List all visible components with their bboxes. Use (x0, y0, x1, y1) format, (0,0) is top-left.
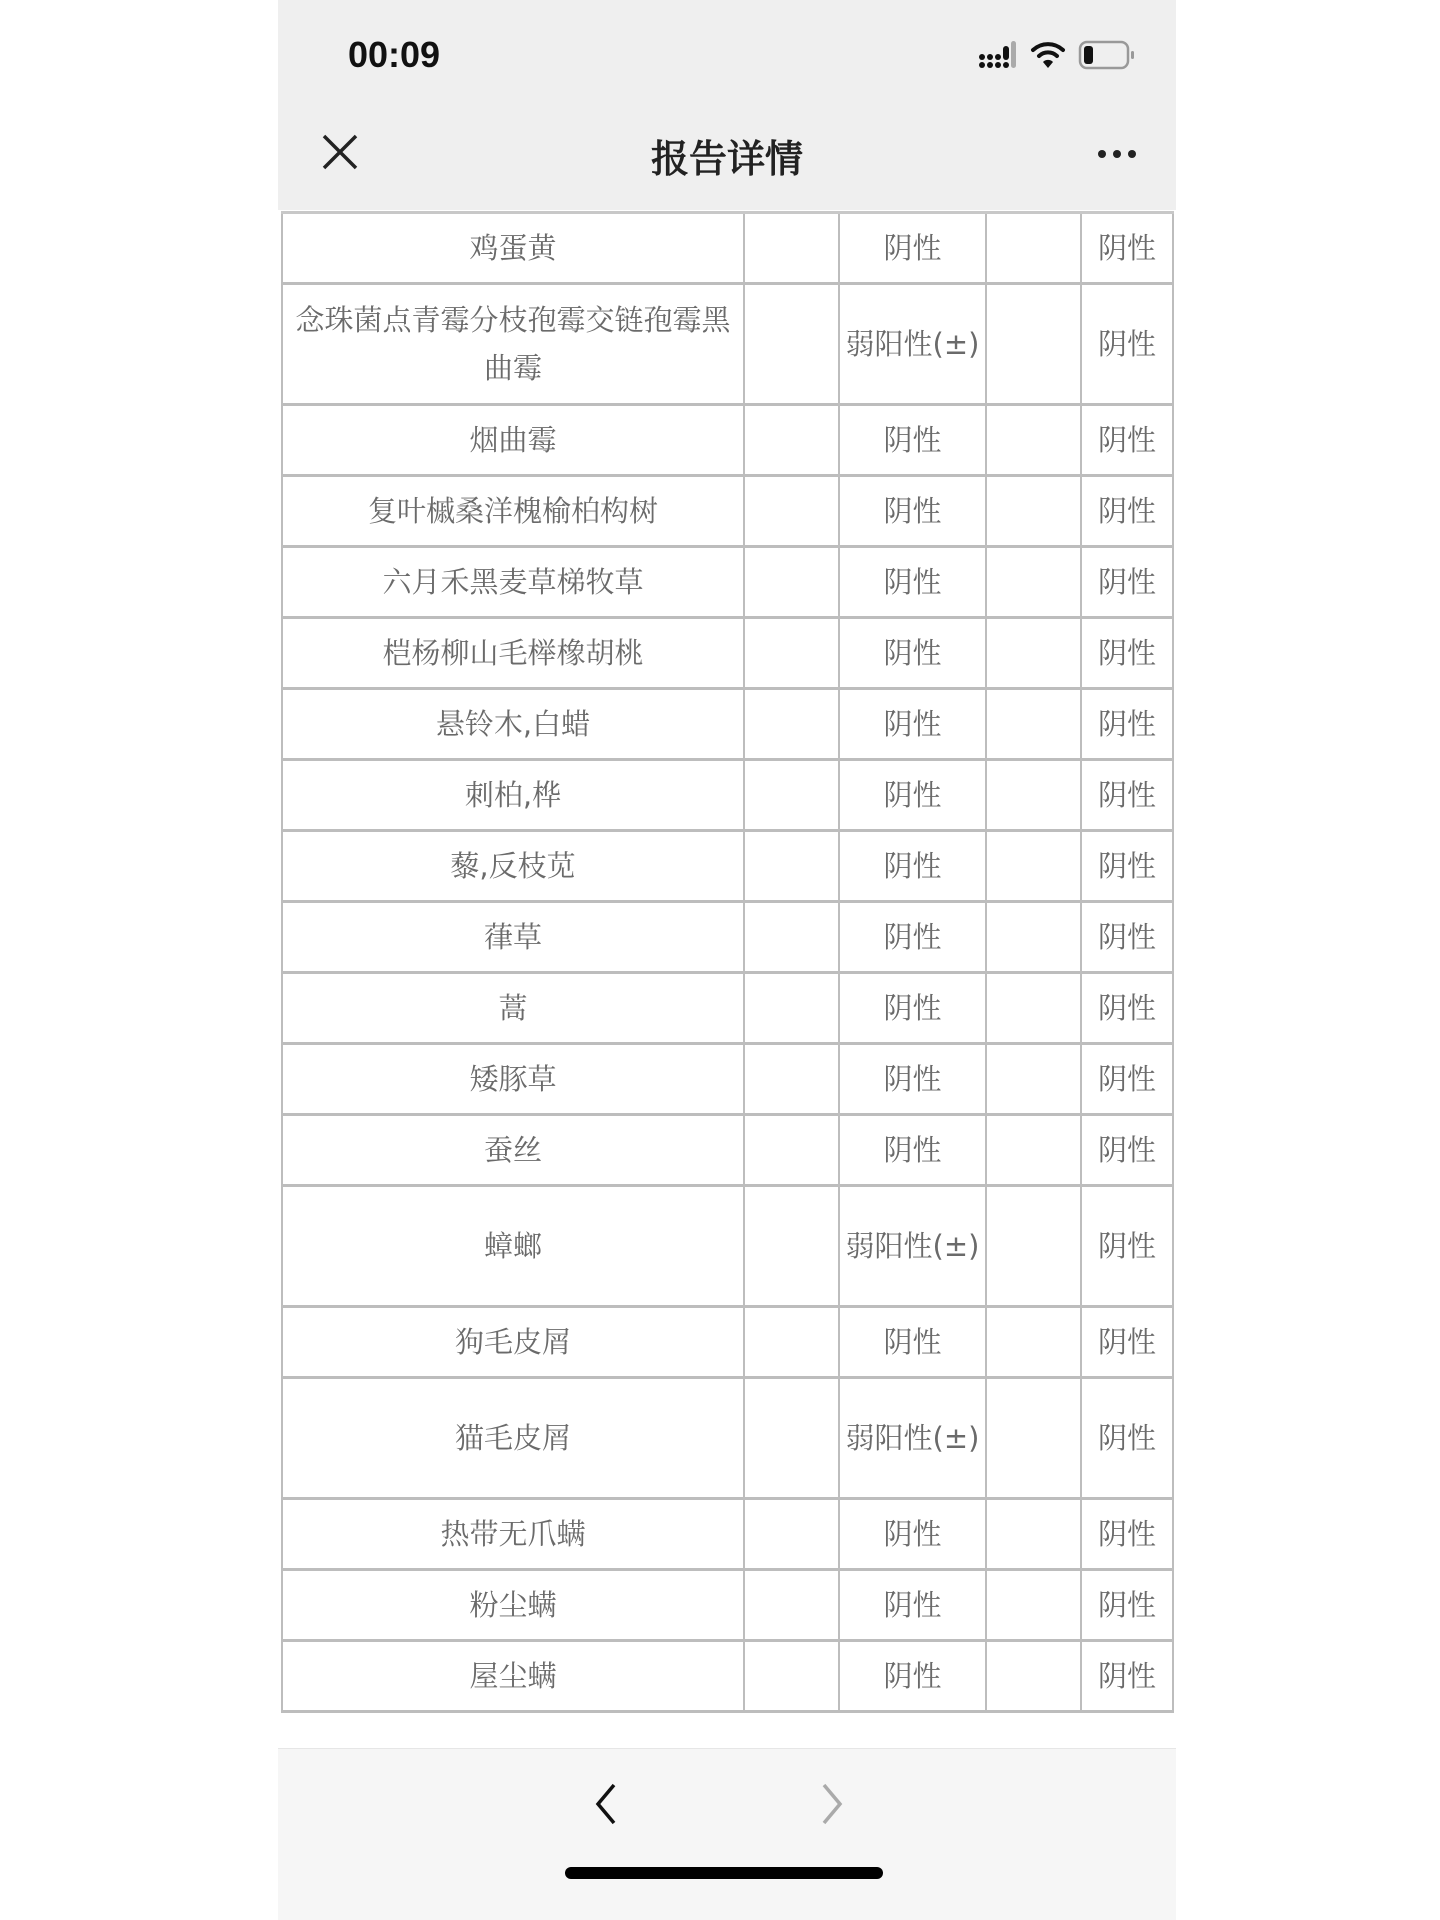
result-cell: 弱阳性(±) (840, 285, 987, 403)
table-row (281, 1379, 1174, 1500)
reference-cell: 阴性 (1082, 548, 1174, 616)
table-row (281, 1571, 1174, 1642)
reference-cell: 阴性 (1082, 619, 1174, 687)
blank-cell (987, 214, 1082, 282)
blank-cell (745, 1500, 840, 1568)
reference-cell: 阴性 (1082, 690, 1174, 758)
reference-cell: 阴性 (1082, 1308, 1174, 1376)
blank-cell (987, 548, 1082, 616)
allergen-name: 悬铃木,白蜡 (281, 690, 745, 758)
allergen-name: 猫毛皮屑 (281, 1379, 745, 1497)
reference-cell: 阴性 (1082, 214, 1174, 282)
blank-cell (987, 690, 1082, 758)
blank-cell (987, 832, 1082, 900)
result-cell: 弱阳性(±) (840, 1379, 987, 1497)
result-cell: 阴性 (840, 477, 987, 545)
allergen-name: 复叶槭桑洋槐榆柏构树 (281, 477, 745, 545)
allergen-name: 藜,反枝苋 (281, 832, 745, 900)
reference-cell: 阴性 (1082, 1379, 1174, 1497)
allergen-name: 六月禾黑麦草梯牧草 (281, 548, 745, 616)
allergen-name: 热带无爪螨 (281, 1500, 745, 1568)
allergen-name: 粉尘螨 (281, 1571, 745, 1639)
result-cell: 阴性 (840, 1571, 987, 1639)
more-icon[interactable] (1098, 150, 1136, 158)
reference-cell: 阴性 (1082, 1571, 1174, 1639)
blank-cell (745, 832, 840, 900)
signal-icon (978, 41, 1018, 69)
blank-cell (987, 619, 1082, 687)
result-cell: 弱阳性(±) (840, 1187, 987, 1305)
blank-cell (745, 548, 840, 616)
battery-icon (1078, 40, 1136, 70)
blank-cell (745, 974, 840, 1042)
blank-cell (745, 761, 840, 829)
allergen-name: 屋尘螨 (281, 1642, 745, 1710)
table-row (281, 1500, 1174, 1571)
table-row (281, 761, 1174, 832)
allergen-name: 刺柏,桦 (281, 761, 745, 829)
allergen-name: 蟑螂 (281, 1187, 745, 1305)
table-row (281, 1308, 1174, 1379)
back-arrow-icon[interactable] (590, 1779, 620, 1829)
page-title: 报告详情 (650, 137, 803, 181)
blank-cell (745, 477, 840, 545)
result-cell: 阴性 (840, 619, 987, 687)
reference-cell: 阴性 (1082, 832, 1174, 900)
forward-arrow-icon[interactable] (818, 1779, 848, 1829)
blank-cell (745, 214, 840, 282)
status-time: 00:09 (348, 34, 441, 75)
reference-cell: 阴性 (1082, 1116, 1174, 1184)
result-cell: 阴性 (840, 974, 987, 1042)
reference-cell: 阴性 (1082, 477, 1174, 545)
blank-cell (987, 1308, 1082, 1376)
bottom-nav-bar (278, 1748, 1176, 1920)
blank-cell (745, 690, 840, 758)
reference-cell: 阴性 (1082, 1500, 1174, 1568)
table-row (281, 1116, 1174, 1187)
table-row (281, 619, 1174, 690)
wifi-icon (1030, 40, 1066, 70)
result-cell: 阴性 (840, 1045, 987, 1113)
table-row (281, 548, 1174, 619)
blank-cell (987, 1571, 1082, 1639)
reference-cell: 阴性 (1082, 974, 1174, 1042)
allergen-name: 烟曲霉 (281, 406, 745, 474)
blank-cell (745, 619, 840, 687)
table-row (281, 903, 1174, 974)
result-cell: 阴性 (840, 832, 987, 900)
blank-cell (987, 1045, 1082, 1113)
blank-cell (745, 1045, 840, 1113)
result-cell: 阴性 (840, 1500, 987, 1568)
allergen-name: 桤杨柳山毛榉橡胡桃 (281, 619, 745, 687)
result-cell: 阴性 (840, 1642, 987, 1710)
blank-cell (745, 285, 840, 403)
table-row (281, 974, 1174, 1045)
table-row (281, 1642, 1174, 1713)
reference-cell: 阴性 (1082, 1187, 1174, 1305)
blank-cell (745, 1571, 840, 1639)
reference-cell: 阴性 (1082, 285, 1174, 403)
blank-cell (745, 903, 840, 971)
allergen-name: 念珠菌点青霉分枝孢霉交链孢霉黑曲霉 (281, 285, 745, 403)
blank-cell (987, 1500, 1082, 1568)
phone-screen (278, 0, 1176, 1920)
blank-cell (987, 285, 1082, 403)
blank-cell (745, 406, 840, 474)
allergen-name: 矮豚草 (281, 1045, 745, 1113)
result-cell: 阴性 (840, 690, 987, 758)
result-cell: 阴性 (840, 548, 987, 616)
reference-cell: 阴性 (1082, 406, 1174, 474)
blank-cell (987, 1379, 1082, 1497)
table-row (281, 832, 1174, 903)
result-cell: 阴性 (840, 214, 987, 282)
reference-cell: 阴性 (1082, 761, 1174, 829)
result-cell: 阴性 (840, 903, 987, 971)
allergen-name: 葎草 (281, 903, 745, 971)
table-row (281, 211, 1174, 285)
reference-cell: 阴性 (1082, 903, 1174, 971)
blank-cell (987, 761, 1082, 829)
table-row (281, 1187, 1174, 1308)
table-row (281, 285, 1174, 406)
result-cell: 阴性 (840, 761, 987, 829)
blank-cell (745, 1308, 840, 1376)
blank-cell (745, 1116, 840, 1184)
table-row (281, 477, 1174, 548)
reference-cell: 阴性 (1082, 1045, 1174, 1113)
table-row (281, 1045, 1174, 1116)
table-row (281, 690, 1174, 761)
result-cell: 阴性 (840, 406, 987, 474)
table-row (281, 406, 1174, 477)
blank-cell (987, 1116, 1082, 1184)
blank-cell (987, 1187, 1082, 1305)
top-bar (278, 0, 1176, 210)
blank-cell (987, 1642, 1082, 1710)
blank-cell (987, 477, 1082, 545)
blank-cell (987, 406, 1082, 474)
home-indicator[interactable] (565, 1867, 883, 1879)
blank-cell (745, 1187, 840, 1305)
allergen-name: 鸡蛋黄 (281, 214, 745, 282)
allergen-name: 狗毛皮屑 (281, 1308, 745, 1376)
blank-cell (987, 974, 1082, 1042)
reference-cell: 阴性 (1082, 1642, 1174, 1710)
allergen-name: 蒿 (281, 974, 745, 1042)
blank-cell (987, 903, 1082, 971)
status-icons (978, 40, 1136, 70)
allergen-name: 蚕丝 (281, 1116, 745, 1184)
report-table (281, 211, 1174, 1713)
result-cell: 阴性 (840, 1116, 987, 1184)
blank-cell (745, 1642, 840, 1710)
blank-cell (745, 1379, 840, 1497)
result-cell: 阴性 (840, 1308, 987, 1376)
